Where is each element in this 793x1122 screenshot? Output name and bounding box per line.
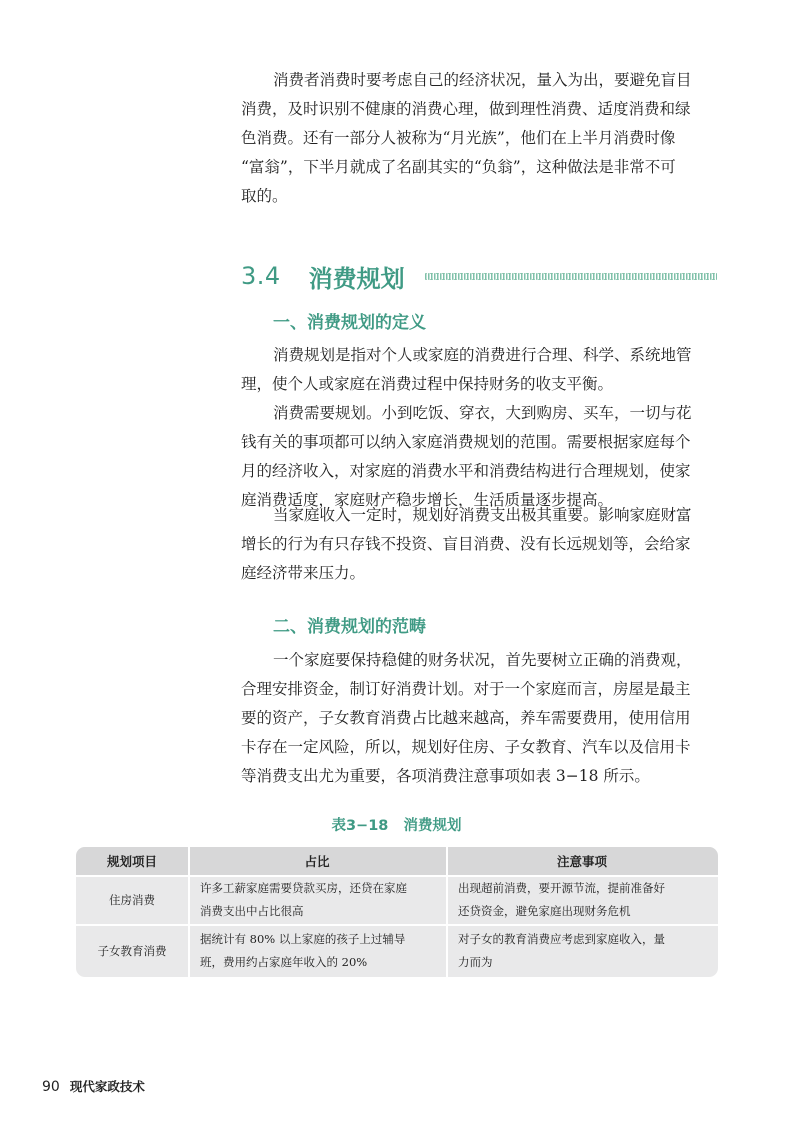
cell-item: 住房消费: [109, 892, 155, 907]
cell-line: 许多工薪家庭需要贷款买房，还贷在家庭: [200, 881, 407, 895]
text-line: 消费者消费时要考虑自己的经济状况，量入为出，要避免盲目: [273, 71, 692, 89]
text-line: 理，使个人或家庭在消费过程中保持财务的收支平衡。: [241, 375, 614, 393]
income-paragraph: [241, 501, 717, 588]
text-line: 消费，及时识别不健康的消费心理，做到理性消费、适度消费和绿: [241, 100, 691, 118]
cell-line: 力而为: [458, 955, 493, 969]
book-title: 现代家政技术: [69, 1079, 145, 1094]
cell-share: [188, 876, 446, 924]
section-heading: [241, 256, 717, 296]
text-line: “富翁”，下半月就成了名副其实的“负翁”，这种做法是非常不可: [241, 158, 676, 176]
text-line: 消费需要规划。小到吃饭、穿衣，大到购房、买车，一切与花: [273, 404, 692, 422]
text-line: 要的资产，子女教育消费占比越来越高，养车需要费用，使用信用: [241, 709, 691, 727]
column-divider: [446, 847, 448, 977]
row-divider: [76, 875, 718, 877]
section-divider: [425, 273, 717, 280]
header-cell-share: 占比: [304, 854, 330, 869]
text-line: 色消费。还有一部分人被称为“月光族”，他们在上半月消费时像: [241, 129, 676, 147]
intro-paragraph-continued: [241, 95, 717, 211]
text-line: 消费规划是指对个人或家庭的消费进行合理、科学、系统地管: [273, 346, 692, 364]
section-title: 消费规划: [308, 264, 405, 293]
page-number: 90: [42, 1079, 60, 1095]
cell-line: 还贷资金，避免家庭出现财务危机: [458, 904, 631, 918]
text-line: 月的经济收入，对家庭的消费水平和消费结构进行合理规划，使家: [241, 462, 691, 480]
text-line: 增长的行为有只存钱不投资、盲目消费、没有长远规划等，会给家: [241, 535, 691, 553]
cell-notes: [446, 876, 718, 924]
page-footer: [42, 1077, 145, 1095]
subsection-heading-scope: 二、消费规划的范畴: [273, 617, 426, 637]
cell-line: 消费支出中占比很高: [200, 904, 304, 918]
consumption-planning-table: [76, 847, 718, 977]
cell-item: 子女教育消费: [97, 943, 167, 958]
cell-line: 班，费用约占家庭年收入的 20%: [200, 955, 368, 969]
table-row: [76, 876, 718, 924]
cell-notes: [446, 925, 718, 977]
column-divider: [188, 847, 190, 977]
text-line: 一个家庭要保持稳健的财务状况，首先要树立正确的消费观，: [273, 651, 692, 669]
header-cell-item: 规划项目: [106, 854, 157, 869]
cell-line: 据统计有 80% 以上家庭的孩子上过辅导: [200, 932, 406, 946]
definition-paragraph: [241, 341, 717, 399]
row-divider: [76, 924, 718, 926]
intro-paragraph: [241, 66, 749, 95]
text-line: 卡存在一定风险，所以，规划好住房、子女教育、汽车以及信用卡: [241, 738, 691, 756]
cell-line: 出现超前消费，要开源节流，提前准备好: [458, 881, 665, 895]
cell-line: 对子女的教育消费应考虑到家庭收入，量: [458, 932, 665, 946]
header-cell-notes: 注意事项: [556, 854, 607, 869]
text-line: 等消费支出尤为重要，各项消费注意事项如表 3−18 所示。: [241, 767, 650, 785]
subsection-heading-definition: 一、消费规划的定义: [273, 313, 426, 333]
text-line: 取的。: [241, 187, 288, 205]
text-line: 钱有关的事项都可以纳入家庭消费规划的范围。需要根据家庭每个: [241, 433, 691, 451]
text-line: 合理安排资金，制订好消费计划。对于一个家庭而言，房屋是最主: [241, 680, 691, 698]
planning-need-paragraph: [241, 399, 717, 515]
section-number: 3.4: [241, 262, 281, 290]
table-header-row: [76, 847, 718, 875]
text-line: 当家庭收入一定时，规划好消费支出极其重要。影响家庭财富: [273, 506, 692, 524]
text-line: 庭消费适度，家庭财产稳步增长，生活质量逐步提高。: [241, 491, 614, 509]
table-row: [76, 925, 718, 977]
table-caption: 表3−18 消费规划: [331, 818, 462, 834]
scope-paragraph: [241, 646, 717, 791]
text-line: 庭经济带来压力。: [241, 564, 366, 582]
cell-share: [188, 925, 446, 977]
